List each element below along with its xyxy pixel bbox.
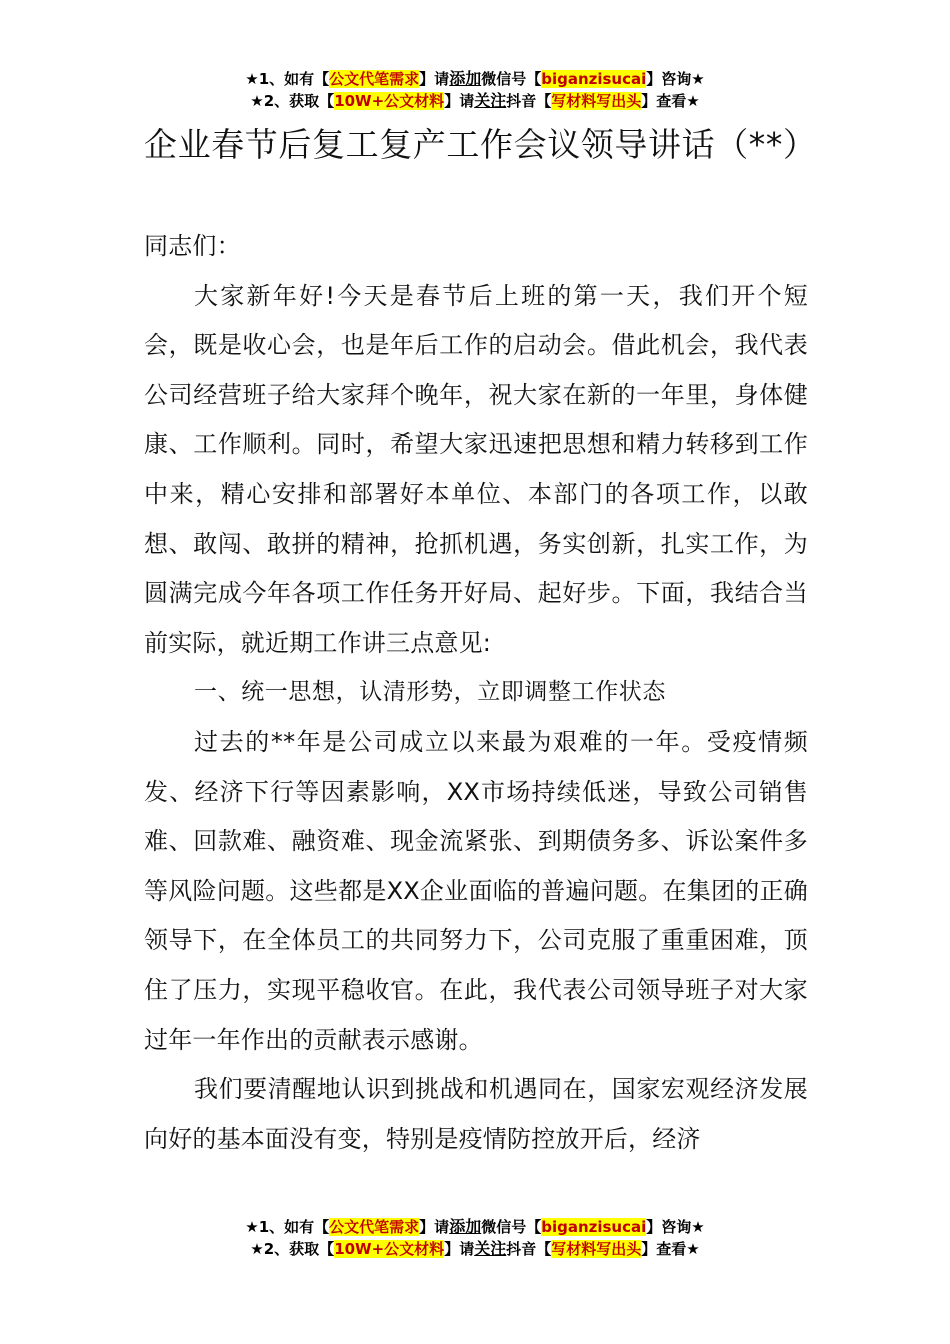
- banner-highlight: 10W+公文材料: [334, 92, 445, 110]
- banner-text: ★2、获取【: [250, 92, 335, 110]
- banner-text: 】请: [444, 1240, 475, 1258]
- banner-line-2: [0, 1238, 950, 1260]
- banner-text: 】咨询★: [646, 70, 705, 88]
- document-title: 企业春节后复工复产工作会议领导讲话（**）: [144, 125, 817, 164]
- banner-highlight: 公文代笔需求: [329, 70, 420, 88]
- banner-text: 微信号【: [481, 1218, 542, 1236]
- banner-underline: 添加: [449, 1217, 482, 1236]
- banner-highlight: 写材料写出头: [551, 1240, 642, 1258]
- banner-text: 】请: [419, 1218, 450, 1236]
- section-heading-1: 一、统一思想，认清形势，立即调整工作状态: [194, 679, 666, 706]
- footer-banner: [0, 1216, 950, 1260]
- banner-text: 】请: [444, 92, 475, 110]
- banner-line-1: [0, 1216, 950, 1238]
- banner-underline: 添加: [449, 69, 482, 88]
- banner-text: 】咨询★: [646, 1218, 705, 1236]
- banner-text: ★2、获取【: [250, 1240, 335, 1258]
- banner-highlight: biganzisucai: [541, 70, 647, 88]
- banner-text: 】查看★: [641, 1240, 700, 1258]
- banner-line-2: [0, 90, 950, 112]
- banner-highlight: 写材料写出头: [551, 92, 642, 110]
- banner-highlight: 10W+公文材料: [334, 1240, 445, 1258]
- banner-text: 】查看★: [641, 92, 700, 110]
- paragraph-outlook: 我们要清醒地认识到挑战和机遇同在，国家宏观经济发展向好的基本面没有变，特别是疫情防控放开后，经济: [144, 1075, 808, 1153]
- header-banner: [0, 68, 950, 112]
- banner-text: 微信号【: [481, 70, 542, 88]
- banner-text: 抖音【: [506, 1240, 552, 1258]
- document-body: [144, 222, 808, 1164]
- banner-highlight: 公文代笔需求: [329, 1218, 420, 1236]
- banner-text: 】请: [419, 70, 450, 88]
- banner-text: ★1、如有【: [245, 1218, 330, 1236]
- paragraph-review: 过去的**年是公司成立以来最为艰难的一年。受疫情频发、经济下行等因素影响，XX市场持续低迷，导致公司销售难、回款难、融资难、现金流紧张、到期债务多、诉讼案件多等风险问题。这些都是XX企业面临的普遍问题。在集团的正确领导下，在全体员工的共同努力下，公司克服了重重困难，顶住了压力，实现平稳收官。在此，我代表公司领导班子对大家过年一年作出的贡献表示感谢。: [144, 727, 808, 1054]
- banner-underline: 关注: [474, 91, 507, 110]
- banner-underline: 关注: [474, 1239, 507, 1258]
- paragraph-intro: 大家新年好!今天是春节后上班的第一天，我们开个短会，既是收心会，也是年后工作的启动会。借此机会，我代表公司经营班子给大家拜个晚年，祝大家在新的一年里，身体健康、工作顺利。同时，希望大家迅速把思想和精力转移到工作中来，精心安排和部署好本单位、本部门的各项工作，以敢想、敢闯、敢拼的精神，抢抓机遇，务实创新，扎实工作，为圆满完成今年各项工作任务开好局、起好步。下面，我结合当前实际，就近期工作讲三点意见:: [144, 281, 808, 657]
- salutation: 同志们：: [144, 232, 241, 260]
- banner-line-1: [0, 68, 950, 90]
- banner-text: ★1、如有【: [245, 70, 330, 88]
- banner-text: 抖音【: [506, 92, 552, 110]
- banner-highlight: biganzisucai: [541, 1218, 647, 1236]
